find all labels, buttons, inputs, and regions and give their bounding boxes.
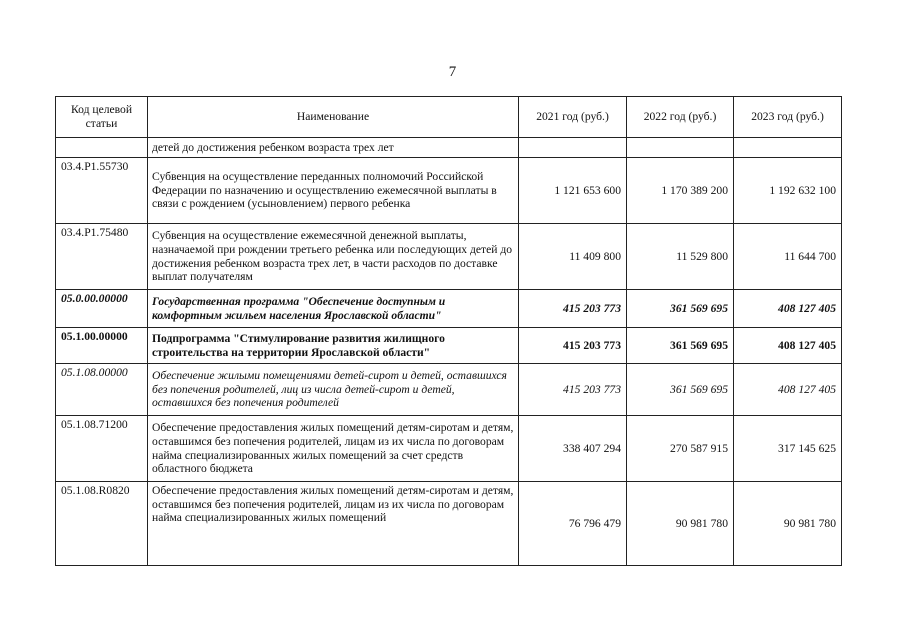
row-name: Субвенция на осуществление ежемесячной денежной выплаты, назначаемой при рождении третьего ребенка или последующих детей до достижения ребенком возраста трех лет, в части расходов по доставке выплат получателям	[148, 224, 519, 290]
row-2023: 1 192 632 100	[734, 158, 842, 224]
table-row	[56, 364, 842, 416]
row-2022: 90 981 780	[627, 482, 734, 566]
page-number: 7	[448, 64, 457, 80]
row-2022: 361 569 695	[627, 290, 734, 328]
row-2023: 317 145 625	[734, 416, 842, 482]
row-name: Подпрограмма "Стимулирование развития жилищного строительства на территории Ярославской области"	[148, 328, 519, 364]
row-code: 05.1.08.R0820	[56, 482, 148, 566]
row-2021	[519, 138, 627, 158]
row-code: 03.4.P1.75480	[56, 224, 148, 290]
table-row	[56, 138, 842, 158]
row-2021: 415 203 773	[519, 328, 627, 364]
budget-table	[55, 96, 842, 566]
row-2023: 408 127 405	[734, 364, 842, 416]
header-code: Код целевой статьи	[56, 97, 148, 138]
row-name: детей до достижения ребенком возраста трех лет	[148, 138, 519, 158]
table-row	[56, 482, 842, 566]
row-code: 05.1.08.00000	[56, 364, 148, 416]
row-2021: 76 796 479	[519, 482, 627, 566]
row-name: Субвенция на осуществление переданных полномочий Российской Федерации по назначению и осуществлению ежемесячной выплаты в связи с рождением (усыновлением) первого ребенка	[148, 158, 519, 224]
row-name: Обеспечение предоставления жилых помещений детям-сиротам и детям, оставшимся без попечения родителей, лицам из их числа по договорам найма специализированных жилых помещений	[148, 482, 519, 566]
header-2023: 2023 год (руб.)	[734, 97, 842, 138]
row-2023: 90 981 780	[734, 482, 842, 566]
row-2022: 270 587 915	[627, 416, 734, 482]
row-name: Государственная программа "Обеспечение доступным и комфортным жильем населения Ярославской области"	[148, 290, 519, 328]
row-code: 05.1.08.71200	[56, 416, 148, 482]
row-name: Обеспечение жилыми помещениями детей-сирот и детей, оставшихся без попечения родителей, лиц из числа детей-сирот и детей, оставшихся без попечения родителей	[148, 364, 519, 416]
row-2021: 415 203 773	[519, 290, 627, 328]
row-code: 05.1.00.00000	[56, 328, 148, 364]
row-2022: 361 569 695	[627, 364, 734, 416]
table-header-row	[56, 97, 842, 138]
row-2023	[734, 138, 842, 158]
row-2021: 415 203 773	[519, 364, 627, 416]
row-2022: 11 529 800	[627, 224, 734, 290]
table-row	[56, 328, 842, 364]
row-2023: 11 644 700	[734, 224, 842, 290]
row-2022: 1 170 389 200	[627, 158, 734, 224]
table-row	[56, 224, 842, 290]
table-row	[56, 158, 842, 224]
header-2021: 2021 год (руб.)	[519, 97, 627, 138]
row-2021: 11 409 800	[519, 224, 627, 290]
row-2021: 338 407 294	[519, 416, 627, 482]
row-2022	[627, 138, 734, 158]
table-row	[56, 290, 842, 328]
row-2023: 408 127 405	[734, 290, 842, 328]
header-name: Наименование	[148, 97, 519, 138]
row-2021: 1 121 653 600	[519, 158, 627, 224]
row-code: 03.4.P1.55730	[56, 158, 148, 224]
row-code	[56, 138, 148, 158]
row-name: Обеспечение предоставления жилых помещений детям-сиротам и детям, оставшимся без попечения родителей, лицам из их числа по договорам найма специализированных жилых помещений за счет средств областного бюджета	[148, 416, 519, 482]
header-2022: 2022 год (руб.)	[627, 97, 734, 138]
row-code: 05.0.00.00000	[56, 290, 148, 328]
row-2022: 361 569 695	[627, 328, 734, 364]
row-2023: 408 127 405	[734, 328, 842, 364]
table-row	[56, 416, 842, 482]
